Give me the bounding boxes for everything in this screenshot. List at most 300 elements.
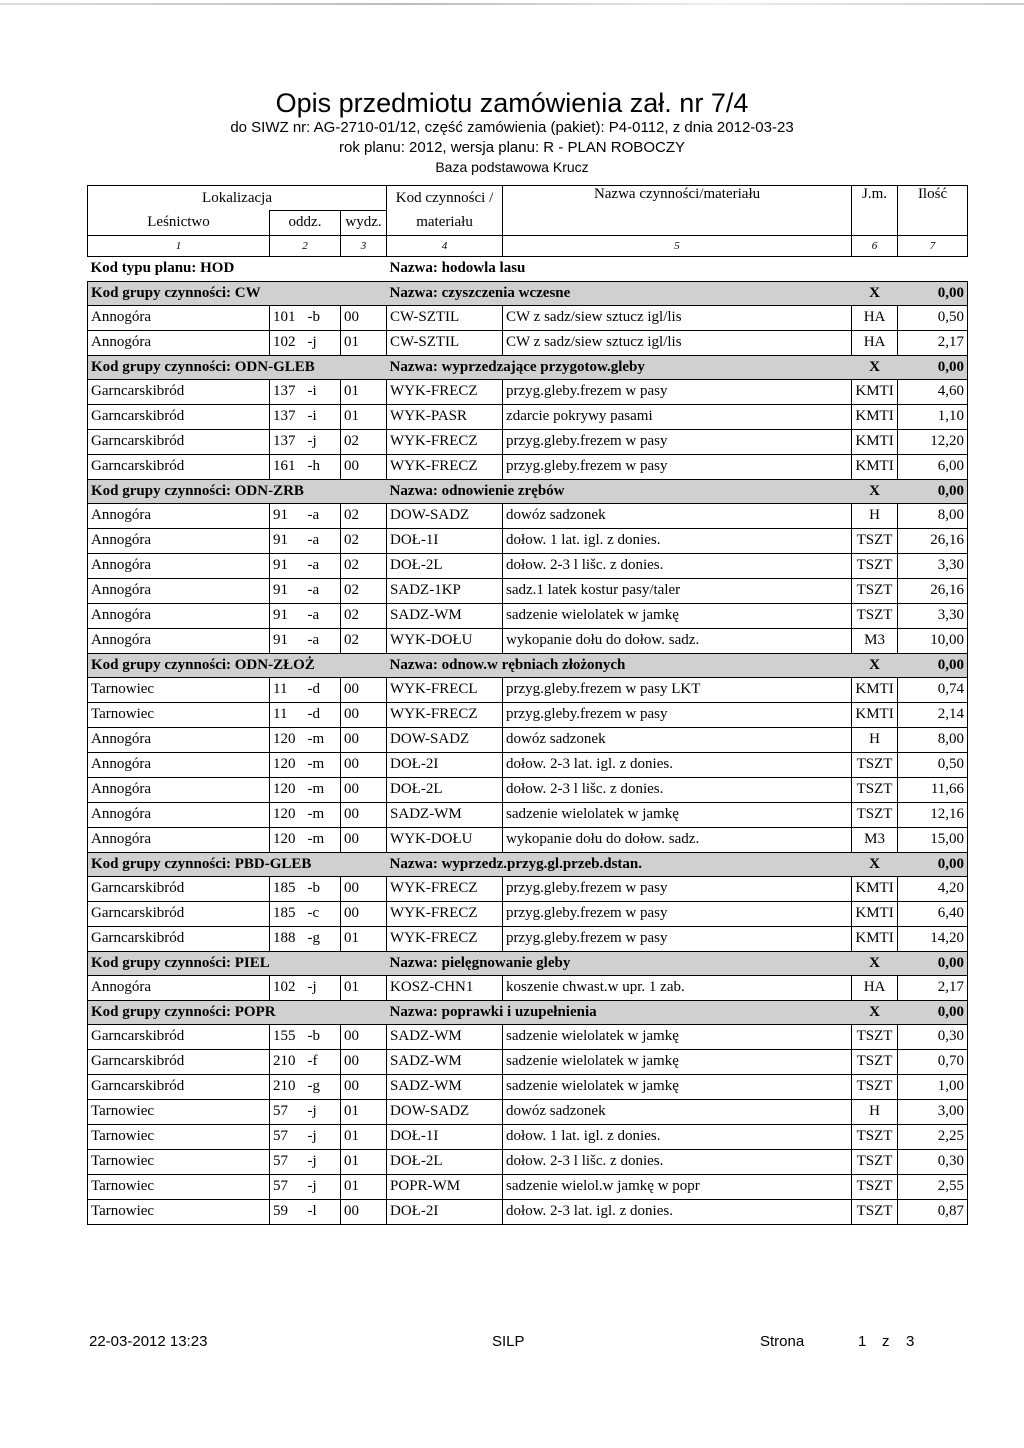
cell-pododdzial: -a xyxy=(305,503,341,528)
table-row xyxy=(88,727,968,752)
cell-wydzielenie: 02 xyxy=(341,528,387,553)
cell-oddzial: 120 xyxy=(270,827,305,852)
table-row xyxy=(88,454,968,479)
cell-ilosc: 3,30 xyxy=(898,603,968,628)
cell-oddzial: 120 xyxy=(270,727,305,752)
table-row xyxy=(88,702,968,727)
cell-lesnictwo: Garncarskibród xyxy=(88,429,270,454)
cell-wydzielenie: 00 xyxy=(341,1049,387,1074)
cell-lesnictwo: Tarnowiec xyxy=(88,1174,270,1199)
cell-oddzial: 102 xyxy=(270,330,305,355)
group-name: Nazwa: wyprzedz.przyg.gl.przeb.dstan. xyxy=(387,852,852,876)
group-unit-marker: X xyxy=(852,281,898,305)
cell-jm: TSZT xyxy=(852,578,898,603)
table-row xyxy=(88,1099,968,1124)
cell-nazwa-czynnosci: sadzenie wielolatek w jamkę xyxy=(503,1049,852,1074)
cell-jm: H xyxy=(852,1099,898,1124)
cell-kod-czynnosci: DOW-SADZ xyxy=(387,727,503,752)
document-title: Opis przedmiotu zamówienia zał. nr 7/4 xyxy=(275,88,749,118)
cell-nazwa-czynnosci: przyg.gleby.frezem w pasy xyxy=(503,901,852,926)
cell-wydzielenie: 00 xyxy=(341,677,387,702)
cell-kod-czynnosci: WYK-FRECL xyxy=(387,677,503,702)
cell-wydzielenie: 01 xyxy=(341,1149,387,1174)
cell-wydzielenie: 02 xyxy=(341,603,387,628)
cell-nazwa-czynnosci: CW z sadz/siew sztucz igl/lis xyxy=(503,305,852,330)
cell-kod-czynnosci: WYK-FRECZ xyxy=(387,454,503,479)
cell-pododdzial: -j xyxy=(305,1124,341,1149)
cell-oddzial: 57 xyxy=(270,1099,305,1124)
cell-oddzial: 11 xyxy=(270,677,305,702)
cell-jm: KMTI xyxy=(852,677,898,702)
group-total: 0,00 xyxy=(898,355,968,379)
cell-kod-czynnosci: DOŁ-2L xyxy=(387,1149,503,1174)
cell-kod-czynnosci: DOŁ-1I xyxy=(387,528,503,553)
cell-pododdzial: -g xyxy=(305,1074,341,1099)
cell-ilosc: 1,10 xyxy=(898,404,968,429)
cell-oddzial: 161 xyxy=(270,454,305,479)
cell-wydzielenie: 02 xyxy=(341,628,387,653)
cell-pododdzial: -j xyxy=(305,1099,341,1124)
cell-ilosc: 3,00 xyxy=(898,1099,968,1124)
cell-ilosc: 2,14 xyxy=(898,702,968,727)
cell-kod-czynnosci: POPR-WM xyxy=(387,1174,503,1199)
cell-pododdzial: -j xyxy=(305,1174,341,1199)
cell-jm: H xyxy=(852,503,898,528)
cell-kod-czynnosci: WYK-FRECZ xyxy=(387,429,503,454)
cell-lesnictwo: Tarnowiec xyxy=(88,1199,270,1224)
group-code: Kod grupy czynności: ODN-ZŁOŻ xyxy=(88,653,387,677)
group-code: Kod grupy czynności: POPR xyxy=(88,1000,387,1024)
cell-nazwa-czynnosci: przyg.gleby.frezem w pasy xyxy=(503,379,852,404)
table-row xyxy=(88,628,968,653)
cell-kod-czynnosci: SADZ-WM xyxy=(387,603,503,628)
group-name: Nazwa: wyprzedzające przygotow.gleby xyxy=(387,355,852,379)
cell-oddzial: 137 xyxy=(270,429,305,454)
cell-kod-czynnosci: WYK-DOŁU xyxy=(387,827,503,852)
cell-pododdzial: -h xyxy=(305,454,341,479)
cell-oddzial: 57 xyxy=(270,1124,305,1149)
table-row xyxy=(88,752,968,777)
cell-ilosc: 3,30 xyxy=(898,553,968,578)
cell-lesnictwo: Annogóra xyxy=(88,628,270,653)
cell-pododdzial: -i xyxy=(305,404,341,429)
table-row xyxy=(88,777,968,802)
cell-lesnictwo: Garncarskibród xyxy=(88,926,270,951)
cell-jm: HA xyxy=(852,330,898,355)
cell-kod-czynnosci: WYK-FRECZ xyxy=(387,702,503,727)
cell-oddzial: 57 xyxy=(270,1149,305,1174)
header-oddz: oddz. xyxy=(270,211,341,236)
group-header-row xyxy=(88,1000,968,1024)
group-name: Nazwa: odnowienie zrębów xyxy=(387,479,852,503)
cell-ilosc: 4,20 xyxy=(898,876,968,901)
cell-nazwa-czynnosci: przyg.gleby.frezem w pasy xyxy=(503,876,852,901)
cell-nazwa-czynnosci: dołow. 2-3 l lišc. z donies. xyxy=(503,777,852,802)
table-row xyxy=(88,975,968,1000)
cell-pododdzial: -a xyxy=(305,553,341,578)
cell-lesnictwo: Tarnowiec xyxy=(88,702,270,727)
cell-ilosc: 0,30 xyxy=(898,1149,968,1174)
cell-wydzielenie: 02 xyxy=(341,503,387,528)
group-total: 0,00 xyxy=(898,479,968,503)
cell-jm: HA xyxy=(852,975,898,1000)
cell-oddzial: 91 xyxy=(270,528,305,553)
table-row xyxy=(88,404,968,429)
cell-kod-czynnosci: SADZ-WM xyxy=(387,1074,503,1099)
cell-lesnictwo: Garncarskibród xyxy=(88,901,270,926)
cell-oddzial: 91 xyxy=(270,603,305,628)
table-row xyxy=(88,503,968,528)
cell-ilosc: 10,00 xyxy=(898,628,968,653)
cell-jm: KMTI xyxy=(852,379,898,404)
cell-oddzial: 185 xyxy=(270,901,305,926)
cell-wydzielenie: 01 xyxy=(341,404,387,429)
column-number-6: 6 xyxy=(852,235,898,256)
cell-wydzielenie: 00 xyxy=(341,1024,387,1049)
table-row xyxy=(88,677,968,702)
cell-nazwa-czynnosci: dołow. 2-3 l lišc. z donies. xyxy=(503,1149,852,1174)
cell-lesnictwo: Garncarskibród xyxy=(88,379,270,404)
group-unit-marker: X xyxy=(852,479,898,503)
column-number-7: 7 xyxy=(898,235,968,256)
cell-ilosc: 0,50 xyxy=(898,752,968,777)
cell-wydzielenie: 00 xyxy=(341,752,387,777)
cell-nazwa-czynnosci: zdarcie pokrywy pasami xyxy=(503,404,852,429)
cell-kod-czynnosci: DOŁ-2I xyxy=(387,752,503,777)
group-name: Nazwa: czyszczenia wczesne xyxy=(387,281,852,305)
cell-pododdzial: -j xyxy=(305,330,341,355)
cell-ilosc: 6,00 xyxy=(898,454,968,479)
header-ilosc: Ilość xyxy=(898,186,968,236)
group-unit-marker: X xyxy=(852,951,898,975)
table-row xyxy=(88,553,968,578)
cell-wydzielenie: 00 xyxy=(341,777,387,802)
cell-jm: TSZT xyxy=(852,1074,898,1099)
cell-jm: KMTI xyxy=(852,429,898,454)
cell-nazwa-czynnosci: wykopanie dołu do dołow. sadz. xyxy=(503,827,852,852)
header-nazwa: Nazwa czynności/materiału xyxy=(503,186,852,236)
cell-ilosc: 4,60 xyxy=(898,379,968,404)
cell-nazwa-czynnosci: dołow. 1 lat. igl. z donies. xyxy=(503,1124,852,1149)
cell-kod-czynnosci: SADZ-WM xyxy=(387,1049,503,1074)
cell-pododdzial: -j xyxy=(305,429,341,454)
cell-oddzial: 101 xyxy=(270,305,305,330)
cell-pododdzial: -b xyxy=(305,305,341,330)
footer-date: 22-03-2012 13:23 xyxy=(89,1333,208,1350)
cell-jm: KMTI xyxy=(852,876,898,901)
cell-nazwa-czynnosci: dowóz sadzonek xyxy=(503,1099,852,1124)
cell-jm: KMTI xyxy=(852,702,898,727)
group-code: Kod grupy czynności: ODN-GLEB xyxy=(88,355,387,379)
cell-lesnictwo: Tarnowiec xyxy=(88,1124,270,1149)
cell-oddzial: 59 xyxy=(270,1199,305,1224)
column-number-3: 3 xyxy=(341,235,387,256)
cell-wydzielenie: 01 xyxy=(341,1124,387,1149)
table-row xyxy=(88,1049,968,1074)
table-body xyxy=(88,186,968,1225)
cell-jm: TSZT xyxy=(852,777,898,802)
cell-oddzial: 91 xyxy=(270,578,305,603)
table-row xyxy=(88,429,968,454)
cell-jm: TSZT xyxy=(852,553,898,578)
cell-pododdzial: -b xyxy=(305,1024,341,1049)
cell-lesnictwo: Garncarskibród xyxy=(88,1074,270,1099)
cell-ilosc: 0,30 xyxy=(898,1024,968,1049)
table-row xyxy=(88,1149,968,1174)
cell-kod-czynnosci: WYK-PASR xyxy=(387,404,503,429)
header-wydz: wydz. xyxy=(341,211,387,236)
cell-nazwa-czynnosci: dołow. 2-3 l lišc. z donies. xyxy=(503,553,852,578)
cell-wydzielenie: 00 xyxy=(341,876,387,901)
table-row xyxy=(88,305,968,330)
cell-ilosc: 0,70 xyxy=(898,1049,968,1074)
cell-jm: TSZT xyxy=(852,1049,898,1074)
cell-lesnictwo: Annogóra xyxy=(88,305,270,330)
cell-jm: TSZT xyxy=(852,603,898,628)
cell-kod-czynnosci: DOŁ-2L xyxy=(387,777,503,802)
cell-lesnictwo: Annogóra xyxy=(88,553,270,578)
cell-oddzial: 137 xyxy=(270,404,305,429)
cell-jm: TSZT xyxy=(852,1124,898,1149)
cell-pododdzial: -d xyxy=(305,702,341,727)
cell-ilosc: 0,87 xyxy=(898,1199,968,1224)
cell-oddzial: 91 xyxy=(270,503,305,528)
cell-pododdzial: -b xyxy=(305,876,341,901)
cell-ilosc: 1,00 xyxy=(898,1074,968,1099)
group-total: 0,00 xyxy=(898,951,968,975)
cell-jm: M3 xyxy=(852,827,898,852)
cell-ilosc: 8,00 xyxy=(898,727,968,752)
column-number-5: 5 xyxy=(503,235,852,256)
cell-jm: M3 xyxy=(852,628,898,653)
cell-ilosc: 2,17 xyxy=(898,330,968,355)
cell-nazwa-czynnosci: przyg.gleby.frezem w pasy LKT xyxy=(503,677,852,702)
table-row xyxy=(88,1174,968,1199)
group-header-row xyxy=(88,951,968,975)
group-unit-marker: X xyxy=(852,852,898,876)
cell-wydzielenie: 01 xyxy=(341,379,387,404)
table-row xyxy=(88,330,968,355)
cell-nazwa-czynnosci: sadz.1 latek kostur pasy/taler xyxy=(503,578,852,603)
cell-ilosc: 15,00 xyxy=(898,827,968,852)
cell-nazwa-czynnosci: sadzenie wielol.w jamkę w popr xyxy=(503,1174,852,1199)
cell-pododdzial: -c xyxy=(305,901,341,926)
cell-lesnictwo: Annogóra xyxy=(88,777,270,802)
plan-type-name: Nazwa: hodowla lasu xyxy=(389,260,526,276)
document-subtitle-baza: Baza podstawowa Krucz xyxy=(435,159,589,175)
cell-wydzielenie: 01 xyxy=(341,1099,387,1124)
cell-pododdzial: -m xyxy=(305,752,341,777)
cell-kod-czynnosci: DOŁ-2L xyxy=(387,553,503,578)
cell-nazwa-czynnosci: CW z sadz/siew sztucz igl/lis xyxy=(503,330,852,355)
table-row xyxy=(88,603,968,628)
group-code: Kod grupy czynności: CW xyxy=(88,281,387,305)
footer-of-label: z xyxy=(882,1333,890,1350)
group-name: Nazwa: odnow.w rębniach złożonych xyxy=(387,653,852,677)
table-row xyxy=(88,827,968,852)
cell-oddzial: 102 xyxy=(270,975,305,1000)
cell-kod-czynnosci: SADZ-WM xyxy=(387,802,503,827)
cell-jm: TSZT xyxy=(852,1174,898,1199)
plan-type-code: Kod typu planu: HOD xyxy=(90,260,235,276)
cell-oddzial: 120 xyxy=(270,802,305,827)
group-total: 0,00 xyxy=(898,653,968,677)
group-total: 0,00 xyxy=(898,281,968,305)
cell-nazwa-czynnosci: przyg.gleby.frezem w pasy xyxy=(503,926,852,951)
cell-nazwa-czynnosci: sadzenie wielolatek w jamkę xyxy=(503,603,852,628)
cell-oddzial: 210 xyxy=(270,1074,305,1099)
cell-pododdzial: -m xyxy=(305,727,341,752)
cell-lesnictwo: Annogóra xyxy=(88,727,270,752)
table-row xyxy=(88,802,968,827)
cell-oddzial: 137 xyxy=(270,379,305,404)
cell-wydzielenie: 01 xyxy=(341,1174,387,1199)
cell-wydzielenie: 00 xyxy=(341,802,387,827)
cell-oddzial: 155 xyxy=(270,1024,305,1049)
table-row xyxy=(88,528,968,553)
cell-jm: KMTI xyxy=(852,901,898,926)
cell-nazwa-czynnosci: dołow. 1 lat. igl. z donies. xyxy=(503,528,852,553)
activities-table xyxy=(87,185,968,1225)
column-number-4: 4 xyxy=(387,235,503,256)
cell-nazwa-czynnosci: dowóz sadzonek xyxy=(503,503,852,528)
table-row xyxy=(88,876,968,901)
cell-oddzial: 91 xyxy=(270,553,305,578)
cell-jm: TSZT xyxy=(852,802,898,827)
cell-lesnictwo: Garncarskibród xyxy=(88,454,270,479)
cell-lesnictwo: Annogóra xyxy=(88,330,270,355)
group-header-row xyxy=(88,479,968,503)
cell-ilosc: 6,40 xyxy=(898,901,968,926)
cell-nazwa-czynnosci: dołow. 2-3 lat. igl. z donies. xyxy=(503,1199,852,1224)
table-row xyxy=(88,926,968,951)
header-number-row xyxy=(88,235,968,256)
cell-ilosc: 26,16 xyxy=(898,578,968,603)
cell-oddzial: 11 xyxy=(270,702,305,727)
cell-oddzial: 188 xyxy=(270,926,305,951)
cell-jm: H xyxy=(852,727,898,752)
header-kod-materialu: materiału xyxy=(387,211,503,236)
header-lesnictwo: Leśnictwo xyxy=(88,211,270,236)
cell-nazwa-czynnosci: przyg.gleby.frezem w pasy xyxy=(503,454,852,479)
cell-wydzielenie: 02 xyxy=(341,578,387,603)
cell-jm: TSZT xyxy=(852,528,898,553)
cell-wydzielenie: 00 xyxy=(341,305,387,330)
cell-lesnictwo: Tarnowiec xyxy=(88,677,270,702)
cell-lesnictwo: Annogóra xyxy=(88,975,270,1000)
cell-ilosc: 11,66 xyxy=(898,777,968,802)
cell-nazwa-czynnosci: przyg.gleby.frezem w pasy xyxy=(503,702,852,727)
plan-type-row xyxy=(88,256,968,281)
group-unit-marker: X xyxy=(852,355,898,379)
group-header-row xyxy=(88,355,968,379)
cell-ilosc: 8,00 xyxy=(898,503,968,528)
footer-system: SILP xyxy=(492,1333,525,1350)
cell-pododdzial: -i xyxy=(305,379,341,404)
table-row xyxy=(88,1024,968,1049)
cell-jm: KMTI xyxy=(852,454,898,479)
cell-pododdzial: -d xyxy=(305,677,341,702)
document-subtitle-siwz: do SIWZ nr: AG-2710-01/12, część zamówienia (pakiet): P4-0112, z dnia 2012-03-23 xyxy=(230,119,794,136)
cell-wydzielenie: 00 xyxy=(341,1199,387,1224)
cell-kod-czynnosci: WYK-FRECZ xyxy=(387,926,503,951)
cell-jm: TSZT xyxy=(852,1199,898,1224)
cell-lesnictwo: Garncarskibród xyxy=(88,876,270,901)
cell-pododdzial: -a xyxy=(305,603,341,628)
cell-kod-czynnosci: SADZ-1KP xyxy=(387,578,503,603)
cell-kod-czynnosci: WYK-FRECZ xyxy=(387,876,503,901)
cell-pododdzial: -j xyxy=(305,1149,341,1174)
cell-kod-czynnosci: SADZ-WM xyxy=(387,1024,503,1049)
cell-wydzielenie: 02 xyxy=(341,553,387,578)
cell-lesnictwo: Annogóra xyxy=(88,802,270,827)
cell-lesnictwo: Annogóra xyxy=(88,528,270,553)
cell-lesnictwo: Tarnowiec xyxy=(88,1149,270,1174)
cell-jm: KMTI xyxy=(852,404,898,429)
cell-oddzial: 120 xyxy=(270,777,305,802)
cell-kod-czynnosci: KOSZ-CHN1 xyxy=(387,975,503,1000)
cell-pododdzial: -a xyxy=(305,528,341,553)
header-kod: Kod czynności / xyxy=(387,186,503,211)
cell-pododdzial: -a xyxy=(305,578,341,603)
header-jm: J.m. xyxy=(852,186,898,236)
cell-lesnictwo: Tarnowiec xyxy=(88,1099,270,1124)
group-name: Nazwa: poprawki i uzupełnienia xyxy=(387,1000,852,1024)
cell-kod-czynnosci: DOŁ-1I xyxy=(387,1124,503,1149)
cell-ilosc: 2,25 xyxy=(898,1124,968,1149)
cell-lesnictwo: Garncarskibród xyxy=(88,1024,270,1049)
cell-nazwa-czynnosci: dołow. 2-3 lat. igl. z donies. xyxy=(503,752,852,777)
cell-kod-czynnosci: CW-SZTIL xyxy=(387,305,503,330)
group-code: Kod grupy czynności: ODN-ZRB xyxy=(88,479,387,503)
cell-wydzielenie: 01 xyxy=(341,926,387,951)
header-lokalizacja: Lokalizacja xyxy=(88,186,387,211)
cell-pododdzial: -f xyxy=(305,1049,341,1074)
cell-nazwa-czynnosci: sadzenie wielolatek w jamkę xyxy=(503,802,852,827)
group-total: 0,00 xyxy=(898,852,968,876)
cell-kod-czynnosci: DOŁ-2I xyxy=(387,1199,503,1224)
group-code: Kod grupy czynności: PBD-GLEB xyxy=(88,852,387,876)
cell-ilosc: 0,74 xyxy=(898,677,968,702)
cell-jm: TSZT xyxy=(852,1149,898,1174)
table-row xyxy=(88,578,968,603)
footer-page-number: 1 xyxy=(858,1333,867,1350)
cell-kod-czynnosci: WYK-FRECZ xyxy=(387,379,503,404)
cell-wydzielenie: 00 xyxy=(341,454,387,479)
document-header xyxy=(0,88,1024,177)
cell-nazwa-czynnosci: wykopanie dołu do dołow. sadz. xyxy=(503,628,852,653)
document-subtitle-plan: rok planu: 2012, wersja planu: R - PLAN ROBOCZY xyxy=(339,139,685,156)
cell-pododdzial: -a xyxy=(305,628,341,653)
cell-ilosc: 12,16 xyxy=(898,802,968,827)
table-row xyxy=(88,379,968,404)
cell-lesnictwo: Annogóra xyxy=(88,752,270,777)
cell-lesnictwo: Annogóra xyxy=(88,503,270,528)
cell-jm: HA xyxy=(852,305,898,330)
cell-ilosc: 26,16 xyxy=(898,528,968,553)
cell-ilosc: 14,20 xyxy=(898,926,968,951)
cell-wydzielenie: 00 xyxy=(341,827,387,852)
cell-kod-czynnosci: CW-SZTIL xyxy=(387,330,503,355)
cell-pododdzial: -m xyxy=(305,827,341,852)
cell-pododdzial: -l xyxy=(305,1199,341,1224)
cell-pododdzial: -g xyxy=(305,926,341,951)
column-number-2: 2 xyxy=(270,235,341,256)
header-row-1 xyxy=(88,186,968,211)
cell-ilosc: 0,50 xyxy=(898,305,968,330)
group-header-row xyxy=(88,653,968,677)
cell-wydzielenie: 02 xyxy=(341,429,387,454)
